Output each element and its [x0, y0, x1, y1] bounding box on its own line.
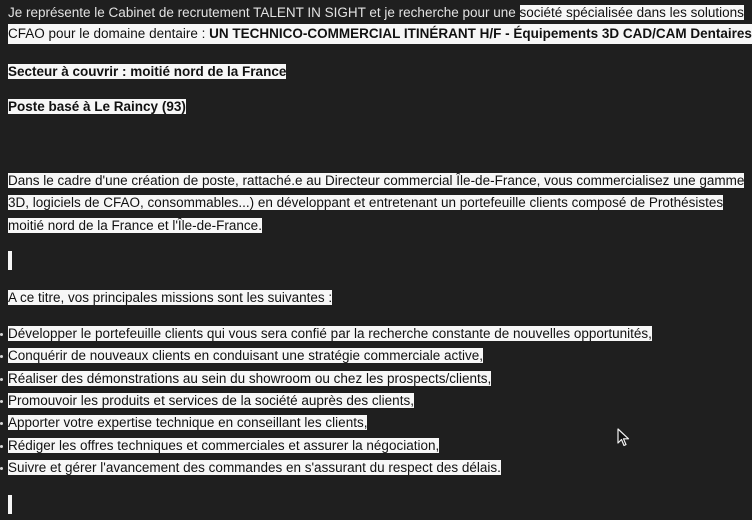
intro-line-2-text: CFAO pour le domaine dentaire : [8, 26, 210, 41]
intro-line-1 [8, 3, 744, 23]
mission-item [8, 458, 501, 478]
bullet-icon [0, 445, 3, 448]
bullet-icon [0, 400, 3, 403]
text-caret [8, 495, 12, 514]
bullet-icon [0, 355, 3, 358]
intro-line-1-text: Je représente le Cabinet de recrutement TALENT IN SIGHT et je recherche pour une [8, 5, 520, 20]
mission-text: Réaliser des démonstrations au sein du showroom ou chez les prospects/clients, [8, 371, 492, 386]
intro-line-2 [8, 24, 752, 44]
bullet-icon [0, 378, 3, 381]
bullet-icon [0, 467, 3, 470]
description-text-2: 3D, logiciels de CFAO, consommables...) en développant et entretenant un portefeuille clients composé de Prothésistes [8, 195, 724, 210]
description-line-2 [8, 193, 723, 213]
description-text-3: moitié nord de la France et l'Île-de-France. [8, 218, 262, 233]
mission-text: Conquérir de nouveaux clients en conduisant une stratégie commerciale active, [8, 348, 484, 363]
sector-text: Secteur à couvrir : moitié nord de la France [8, 64, 287, 79]
mouse-pointer-icon [617, 428, 631, 448]
location-text: Poste basé à Le Raincy (93) [8, 99, 186, 114]
mission-text: Suivre et gérer l'avancement des commandes en s'assurant du respect des délais. [8, 460, 501, 475]
intro-line-1-selected: société spécialisée dans les solutions [519, 5, 744, 20]
sector-line [8, 62, 286, 82]
mission-item [8, 413, 367, 433]
empty-line-selection-mark [8, 251, 12, 270]
mission-item [8, 346, 483, 366]
mission-item [8, 391, 414, 411]
description-line-1 [8, 171, 744, 191]
job-title: UN TECHNICO-COMMERCIAL ITINÉRANT H/F - Équipements 3D CAD/CAM Dentaires [209, 26, 752, 41]
missions-intro-text: A ce titre, vos principales missions sont les suivantes : [8, 290, 333, 305]
description-text-1: Dans le cadre d'une création de poste, rattaché.e au Directeur commercial Île-de-France, vous commercialisez une gamme [8, 173, 745, 188]
mission-item [8, 324, 652, 344]
location-line [8, 97, 186, 117]
mission-item [8, 436, 439, 456]
mission-text: Promouvoir les produits et services de la société auprès des clients, [8, 393, 414, 408]
mission-text: Développer le portefeuille clients qui vous sera confié par la recherche constante de nouvelles opportunités, [8, 326, 652, 341]
mission-item [8, 369, 491, 389]
mission-text: Rédiger les offres techniques et commerciales et assurer la négociation, [8, 438, 440, 453]
mission-text: Apporter votre expertise technique en conseillant les clients, [8, 415, 368, 430]
bullet-icon [0, 333, 3, 336]
missions-intro-line [8, 288, 332, 308]
description-line-3 [8, 216, 262, 236]
bullet-icon [0, 422, 3, 425]
